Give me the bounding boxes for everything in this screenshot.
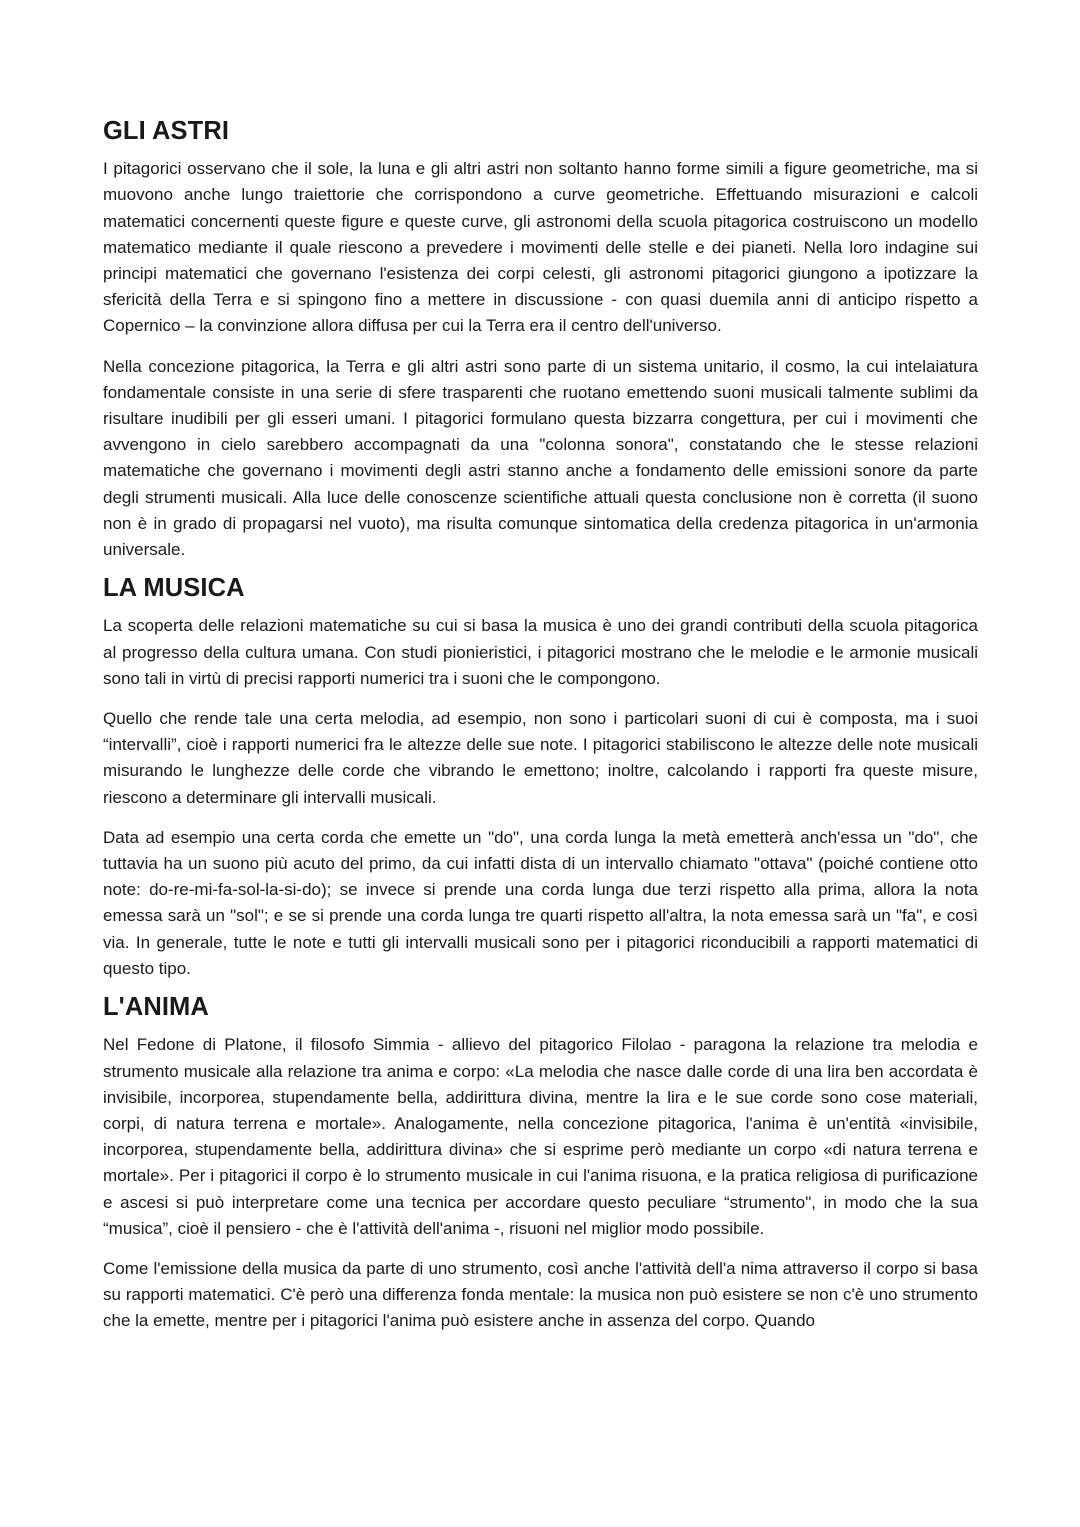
section-heading-l-anima: L'ANIMA <box>103 993 209 1022</box>
paragraph-musica-3: Data ad esempio una certa corda che emette un "do", una corda lunga la metà emetterà anch'essa un "do", che tuttavia ha un suono più acuto del primo, da cui infatti dista di un intervallo chiamato "ottava" (poiché contiene otto note: do-re-mi-fa-sol-la-si-do); se invece si prende una corda lunga due terzi rispetto alla prima, allora la nota emessa sarà un "sol"; e se si prende una corda lunga tre quarti rispetto all'altra, la nota emessa sarà un "fa", e così via. In generale, tutte le note e tutti gli intervalli musicali sono per i pitagorici riconducibili a rapporti matematici di questo tipo. <box>103 827 978 978</box>
paragraph-anima-1: Nel Fedone di Platone, il filosofo Simmia - allievo del pitagorico Filolao - paragona la relazione tra melodia e strumento musicale alla relazione tra anima e corpo: «La melodia che nasce dalle corde di una lira ben accordata è invisibile, incorporea, stupendamente bella, addirittura divina, mentre la lira e le sue corde sono cose materiali, corpi, di natura terrena e mortale». Analogamente, nella concezione pitagorica, l'anima è un'entità «invisibile, incorporea, stupendamente bella, addirittura divina» che si esprime però mediante un corpo «di natura terrena e mortale». Per i pitagorici il corpo è lo strumento musicale in cui l'anima risuona, e la pratica religiosa di purificazione e ascesi si può interpretare come una tecnica per accordare questo peculiare “strumento", in modo che la sua “musica”, cioè il pensiero - che è l'attività dell'anima -, risuoni nel miglior modo possibile. <box>103 1035 978 1238</box>
paragraph-musica-1: La scoperta delle relazioni matematiche su cui si basa la musica è uno dei grandi contributi della scuola pitagorica al progresso della cultura umana. Con studi pionieristici, i pitagorici mostrano che le melodie e le armonie musicali sono tali in virtù di precisi rapporti numerici tra i suoni che le compongono. <box>103 616 978 688</box>
paragraph-anima-2: Come l'emissione della musica da parte di uno strumento, così anche l'attività dell'a nima attraverso il corpo si basa su rapporti matematici. C'è però una differenza fonda mentale: la musica non può esistere se non c'è uno strumento che la emette, mentre per i pitagorici l'anima può esistere anche in assenza del corpo. Quando <box>103 1258 978 1331</box>
paragraph-musica-2: Quello che rende tale una certa melodia, ad esempio, non sono i particolari suoni di cui è composta, ma i suoi “intervalli”, cioè i rapporti numerici fra le altezze delle sue note. I pitagorici stabiliscono le altezze delle note musicali misurando le lunghezze delle corde che vibrando le emettono; inoltre, calcolando i rapporti fra queste misure, riescono a determinare gli intervalli musicali. <box>103 709 978 807</box>
section-heading-gli-astri: GLI ASTRI <box>103 117 230 145</box>
document-page <box>103 118 978 1335</box>
section-heading-la-musica: LA MUSICA <box>103 574 245 603</box>
paragraph-astri-1: I pitagorici osservano che il sole, la luna e gli altri astri non soltanto hanno forme simili a figure geometriche, ma si muovono anche lungo traiettorie che corrispondono a curve geometriche. Effettuando misurazioni e calcoli matematici concernenti queste figure e queste curve, gli astronomi della scuola pitagorica costruiscono un modello matematico mediante il quale riescono a prevedere i movimenti delle stelle e dei pianeti. Nella loro indagine sui principi matematici che governano l'esistenza dei corpi celesti, gli astronomi pitagorici giungono a ipotizzare la sfericità della Terra e si spingono fino a mettere in discussione - con quasi duemila anni di anticipo rispetto a Copernico – la convinzione allora diffusa per cui la Terra era il centro dell'universo. <box>103 159 978 336</box>
paragraph-astri-2: Nella concezione pitagorica, la Terra e gli altri astri sono parte di un sistema unitario, il cosmo, la cui intelaiatura fondamentale consiste in una serie di sfere trasparenti che ruotano emettendo suoni musicali talmente sublimi da risultare inudibili per gli esseri umani. I pitagorici formulano questa bizzarra congettura, per cui i movimenti che avvengono in cielo sarebbero accompagnati da una "colonna sonora", constatando che le stesse relazioni matematiche che governano i movimenti degli astri stanno anche a fondamento delle emissioni sonore da parte degli strumenti musicali. Alla luce delle conoscenze scientifiche attuali questa conclusione non è corretta (il suono non è in grado di propagarsi nel vuoto), ma risulta comunque sintomatica della credenza pitagorica in un'armonia universale. <box>103 356 978 560</box>
